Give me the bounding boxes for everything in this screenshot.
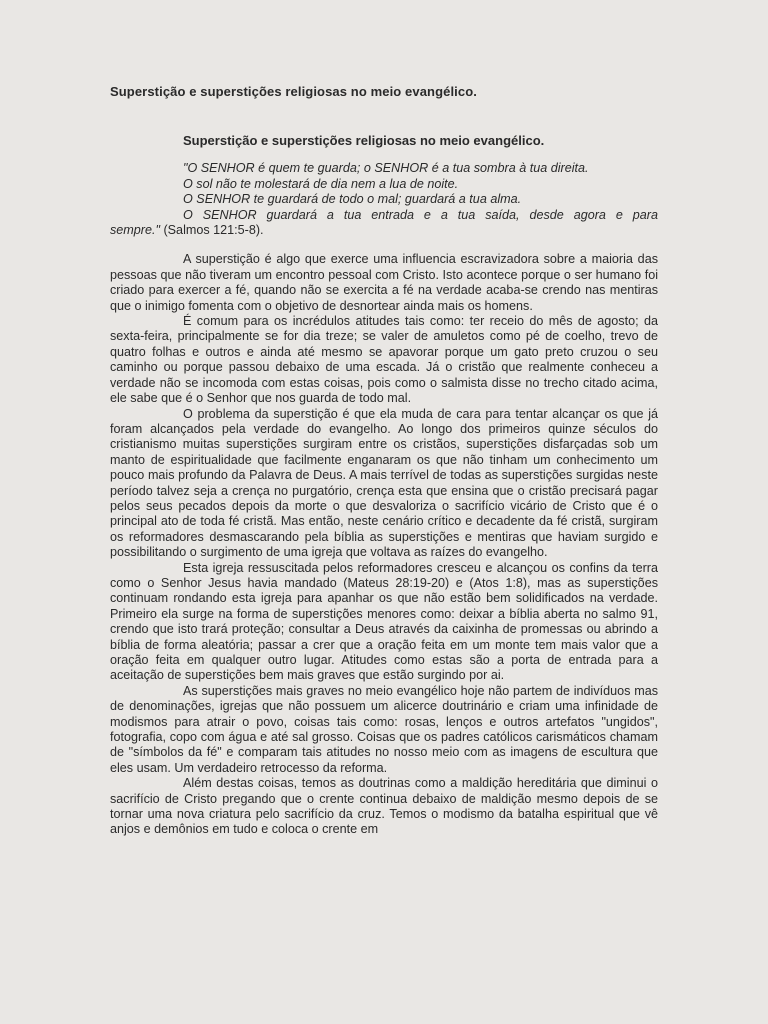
document-title: Superstição e superstições religiosas no meio evangélico. (110, 84, 477, 99)
paragraph: Além destas coisas, temos as doutrinas como a maldição hereditária que diminui o sacrifício de Cristo pregando que o crente continua debaixo de maldição mesmo depois de se tornar uma nova criatura pelo sacrifício da cruz. Temos o modismo da batalha espiritual que vê anjos e demônios em tudo e coloca o crente em (110, 776, 658, 837)
scripture-reference: (Salmos 121:5-8). (159, 223, 264, 238)
spacer (110, 238, 658, 252)
quote-line: O SENHOR guardará a tua entrada e a tua saída, desde agora e para (183, 207, 658, 222)
quote-line: O sol não te molestará de dia nem a lua de noite. (183, 176, 459, 191)
quote-line: O SENHOR te guardará de todo o mal; guardará a tua alma. (183, 192, 522, 207)
quote-line: sempre." (110, 223, 160, 238)
paragraph: As superstições mais graves no meio evangélico hoje não partem de indivíduos mas de denominações, igrejas que não possuem um alicerce doutrinário e criam uma infinidade de modismos para atrair o povo, coisas tais como: rosas, lenços e outros artefatos "ungidos", fotografia, copo com água e até sal grosso. Coisas que os padres católicos carismáticos chamam de "símbolos da fé" e comparam tais atitudes no nosso meio com as imagens de escultura que eles usam. Um verdadeiro retrocesso da reforma. (110, 683, 658, 775)
quote-line: "O SENHOR é quem te guarda; o SENHOR é a tua sombra à tua direita. (183, 161, 589, 176)
paragraph: A superstição é algo que exerce uma influencia escravizadora sobre a maioria das pessoas que não tiveram um encontro pessoal com Cristo. Isto acontece porque o ser humano foi criado para exercer a fé, quando não se exercita a fé na verdade acaba-se crendo nas mentiras que o inimigo fomenta com o objetivo de desnortear ainda mais os homens. (110, 252, 658, 313)
document-body (110, 133, 658, 838)
scripture-quote (110, 161, 658, 238)
paragraph: É comum para os incrédulos atitudes tais como: ter receio do mês de agosto; da sexta-feira, principalmente se for dia treze; se valer de amuletos como pé de coelho, trevo de quatro folhas e outros e ainda até mesmo se apavorar porque um gato preto cruzou o seu caminho ou porque passou debaixo de uma escada. Já o cristão que realmente conheceu a verdade não se incomoda com estas coisas, pois como o salmista disse no trecho citado acima, ele sabe que é o Senhor que nos guarda de todo mal. (110, 314, 658, 406)
paragraph: O problema da superstição é que ela muda de cara para tentar alcançar os que já foram alcançados pela verdade do evangelho. Ao longo dos primeiros quinze séculos do cristianismo muitas superstições surgiram entre os cristãos, superstições disfarçadas sob um manto de espiritualidade que facilmente enganaram os que não tinham um conhecimento um pouco mais profundo da Palavra de Deus. A mais terrível de todas as superstições surgidas neste período talvez seja a crença no purgatório, crença esta que ensina que o cristão precisará pagar pelos seus pecados depois da morte o que desvaloriza o sacrifício vicário de Cristo que é o principal ato de toda fé cristã. Mas então, neste cenário crítico e decadente da fé cristã, surgiram os reformadores desmascarando pela bíblia as superstições e mentiras que haviam surgido e possibilitando o surgimento de uma igreja que voltava as raízes do evangelho. (110, 406, 658, 560)
paragraph: Esta igreja ressuscitada pelos reformadores cresceu e alcançou os confins da terra como o Senhor Jesus havia mandado (Mateus 28:19-20) e (Atos 1:8), mas as superstições continuam rondando esta igreja para apanhar os que não estão bem solidificados na verdade. Primeiro ela surge na forma de superstições menores como: deixar a bíblia aberta no salmo 91, crendo que isto trará proteção; consultar a Deus através da caixinha de promessas ou abrindo a bíblia de forma aleatória; passar a crer que a oração feita em um monte tem mais valor que a oração feita em qualquer outro lugar. Atitudes como estas são a porta de entrada para a aceitação de superstições bem mais graves que estão surgindo por ai. (110, 560, 658, 683)
article-heading: Superstição e superstições religiosas no meio evangélico. (183, 133, 545, 148)
